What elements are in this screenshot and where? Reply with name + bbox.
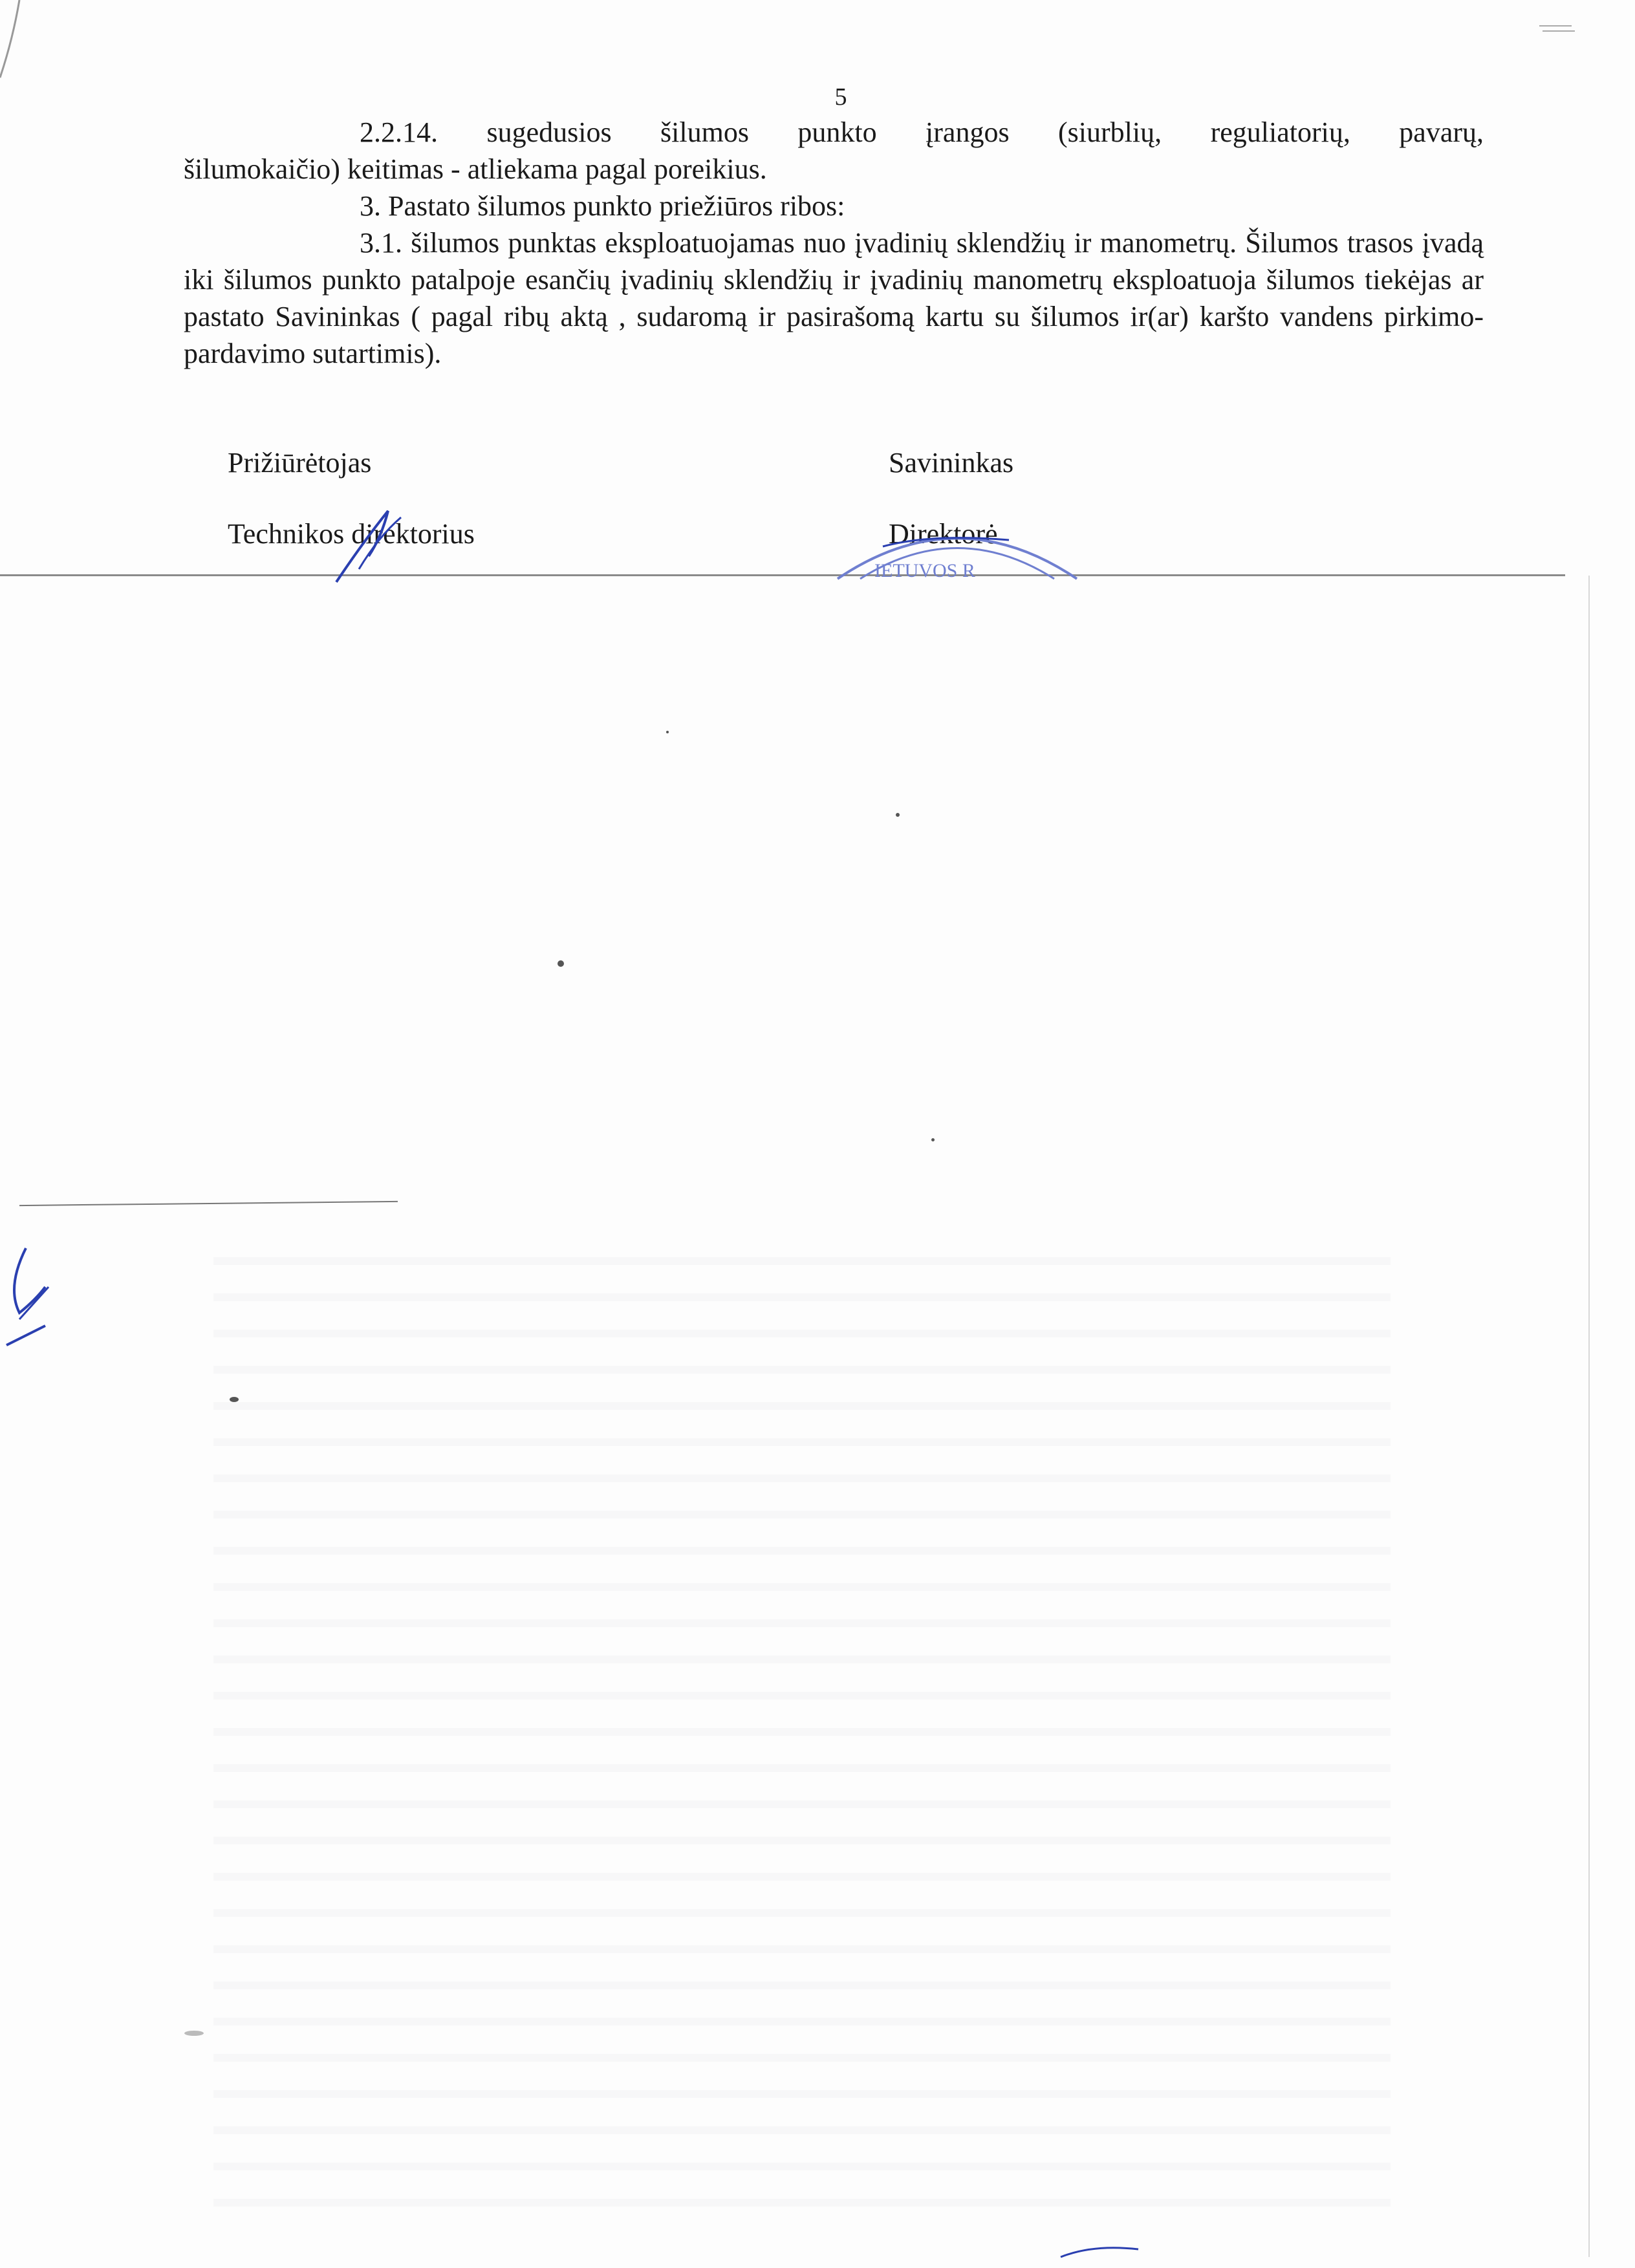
signature-stroke-left bbox=[336, 511, 388, 582]
page-curl bbox=[0, 0, 19, 78]
scan-speck bbox=[184, 2031, 204, 2036]
paragraph-3: 3. Pastato šilumos punkto priežiūros ribos: bbox=[360, 190, 845, 222]
signature-left-role: Prižiūrėtojas bbox=[228, 447, 372, 479]
scan-speck bbox=[931, 1138, 935, 1141]
stacked-sheets-edge bbox=[1539, 26, 1575, 31]
scan-speck bbox=[666, 731, 669, 733]
stamp-fragment bbox=[838, 539, 1077, 582]
page-number: 5 bbox=[834, 83, 847, 111]
bottom-pen-mark bbox=[1061, 2248, 1138, 2257]
signature-right-role: Savininkas bbox=[889, 447, 1014, 479]
paragraph-3-1: 3.1. šilumos punktas eksploatuojamas nuo įvadinių sklendžių ir manometrų. Šilumos trasos įvadą iki šilumos punkto patalpoje esančių įvadinių sklendžių ir įvadinių manometrų eksploatuoja šilumos tiekėjas ar pastato Savininkas ( pagal ribų aktą , sudaromą ir pasirašomą kartu su šilumos ir(ar) karšto vandens pirkimo-pardavimo sutartimis). bbox=[184, 227, 1484, 369]
scan-speck bbox=[558, 960, 564, 967]
stamp-text: IETUVOS R bbox=[874, 560, 975, 581]
paragraph-2-2-14-line-1: 2.2.14. sugedusios šilumos punkto įrangos (siurblių, reguliatorių, pavarų, bbox=[360, 116, 1484, 148]
scan-speck bbox=[896, 813, 900, 817]
signature-right-title: Direktorė bbox=[889, 518, 998, 550]
signature-left-title: Technikos direktorius bbox=[228, 518, 475, 550]
scan-speck bbox=[230, 1397, 239, 1402]
margin-pen-mark bbox=[14, 1248, 45, 1313]
paragraph-2-2-14-line-2: šilumokaičio) keitimas - atliekama pagal poreikius. bbox=[184, 153, 767, 185]
